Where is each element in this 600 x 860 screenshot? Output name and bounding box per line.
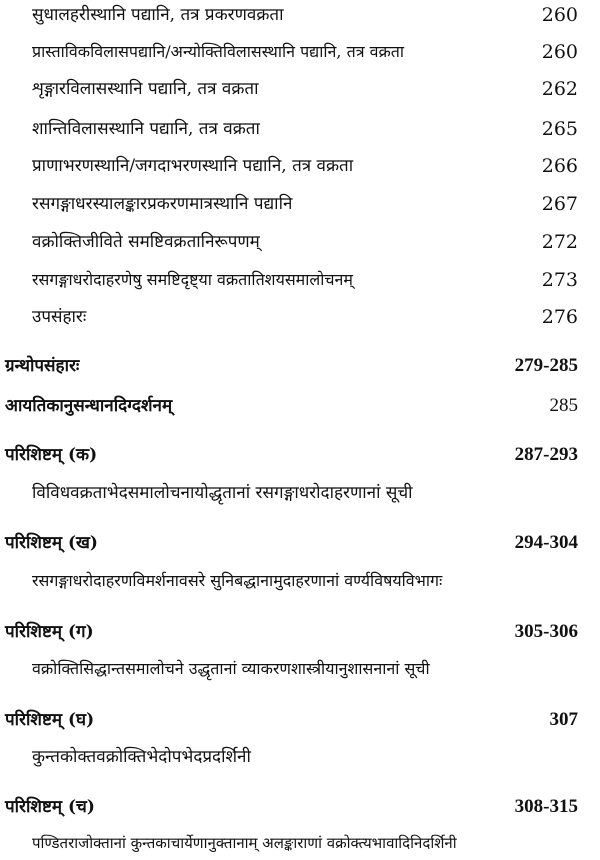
- toc-entry-title: प्रास्ताविकविलासपद्यानि/अन्योक्तिविलासस्थानि पद्यानि, तत्र वक्रता: [32, 42, 405, 61]
- toc-entry: [0, 302, 600, 332]
- toc-entry-page: 260: [541, 4, 578, 26]
- toc-entry: [0, 265, 600, 295]
- toc-appendix-description-text: पण्डितराजोक्तानां कुन्तकाचार्येणानुक्तानाम् अलङ्काराणां वक्रोक्त्यभावादिनिदर्शिनी: [32, 834, 457, 852]
- toc-section-title: आयतिकानुसन्धानदिग्दर्शनम्: [5, 396, 173, 416]
- toc-appendix-description-text: विविधवक्रताभेदसमालोचनायोद्धृतानां रसगङ्गाधरोदाहरणानां सूची: [32, 483, 413, 503]
- toc-appendix-description-text: रसगङ्गाधरोदाहरणविमर्शनावसरे सुनिबद्धानामुदाहरणानां वर्ण्यविषयविभागः: [32, 571, 443, 590]
- toc-appendix-description-text: वक्रोक्तिसिद्धान्तसमालोचने उद्धृतानां व्याकरणशास्त्रीयानुशासनानां सूची: [32, 659, 430, 678]
- toc-entry-title: वक्रोक्तिजीविते समष्टिवक्रतानिरूपणम्: [32, 232, 260, 252]
- toc-entry: [0, 151, 600, 181]
- toc-appendix-description-text: कुन्तकोक्तवक्रोक्तिभेदोपभेदप्रदर्शिनी: [32, 747, 251, 767]
- toc-entry: [0, 74, 600, 104]
- toc-section-page: 285: [549, 395, 578, 416]
- toc-entry-page: 265: [541, 118, 578, 140]
- toc-appendix-title: परिशिष्टम् (घ): [5, 710, 95, 730]
- toc-appendix-description: [0, 478, 600, 508]
- toc-entry: [0, 37, 600, 67]
- toc-appendix-description: [0, 566, 600, 596]
- toc-appendix-page: 307: [549, 709, 578, 730]
- toc-entry: [0, 227, 600, 257]
- toc-entry-title: रसगङ्गाधरोदाहरणेषु समष्टिदृष्ट्या वक्रतातिशयसमालोचनम्: [32, 270, 353, 289]
- toc-appendix-title: परिशिष्टम् (क): [5, 445, 98, 465]
- toc-entry-page: 276: [541, 306, 578, 328]
- toc-appendix-description: [0, 742, 600, 772]
- toc-entry-title: प्राणाभरणस्थानि/जगदाभरणस्थानि पद्यानि, तत्र वक्रता: [32, 156, 354, 176]
- toc-entry-page: 272: [541, 231, 578, 253]
- toc-entry-title: रसगङ्गाधरस्यालङ्कारप्रकरणमात्रस्थानि पद्यानि: [32, 194, 293, 214]
- toc-entry: [0, 0, 600, 30]
- toc-appendix: [0, 617, 600, 647]
- toc-entry-page: 260: [541, 41, 578, 63]
- toc-section: [0, 391, 600, 421]
- toc-entry: [0, 114, 600, 144]
- toc-appendix: [0, 440, 600, 470]
- toc-appendix: [0, 528, 600, 558]
- toc-entry: [0, 189, 600, 219]
- toc-appendix-title: परिशिष्टम् (ग): [5, 622, 94, 642]
- toc-entry-title: सुधालहरीस्थानि पद्यानि, तत्र प्रकरणवक्रता: [32, 5, 284, 25]
- toc-entry-title: शृङ्गारविलासस्थानि पद्यानि, तत्र वक्रता: [32, 79, 259, 99]
- toc-entry-title: उपसंहारः: [32, 307, 87, 327]
- toc-appendix-page: 305-306: [514, 621, 578, 642]
- toc-entry-page: 267: [541, 193, 578, 215]
- toc-appendix: [0, 705, 600, 735]
- toc-section: [0, 351, 600, 381]
- toc-appendix-page: 287-293: [514, 444, 578, 465]
- toc-entry-title: शान्तिविलासस्थानि पद्यानि, तत्र वक्रता: [32, 119, 260, 139]
- toc-section-page: 279-285: [514, 355, 578, 376]
- toc-appendix: [0, 792, 600, 822]
- toc-appendix-title: परिशिष्टम् (ख): [5, 533, 98, 553]
- toc-appendix-page: 294-304: [514, 532, 578, 553]
- toc-appendix-page: 308-315: [514, 796, 578, 817]
- toc-appendix-description: [0, 654, 600, 684]
- toc-appendix-description: [0, 828, 600, 858]
- toc-appendix-title: परिशिष्टम् (च): [5, 797, 95, 817]
- toc-entry-page: 262: [541, 78, 578, 100]
- toc-entry-page: 266: [541, 155, 578, 177]
- toc-entry-page: 273: [541, 269, 578, 291]
- toc-section-title: ग्रन्थोपसंहारः: [5, 356, 80, 376]
